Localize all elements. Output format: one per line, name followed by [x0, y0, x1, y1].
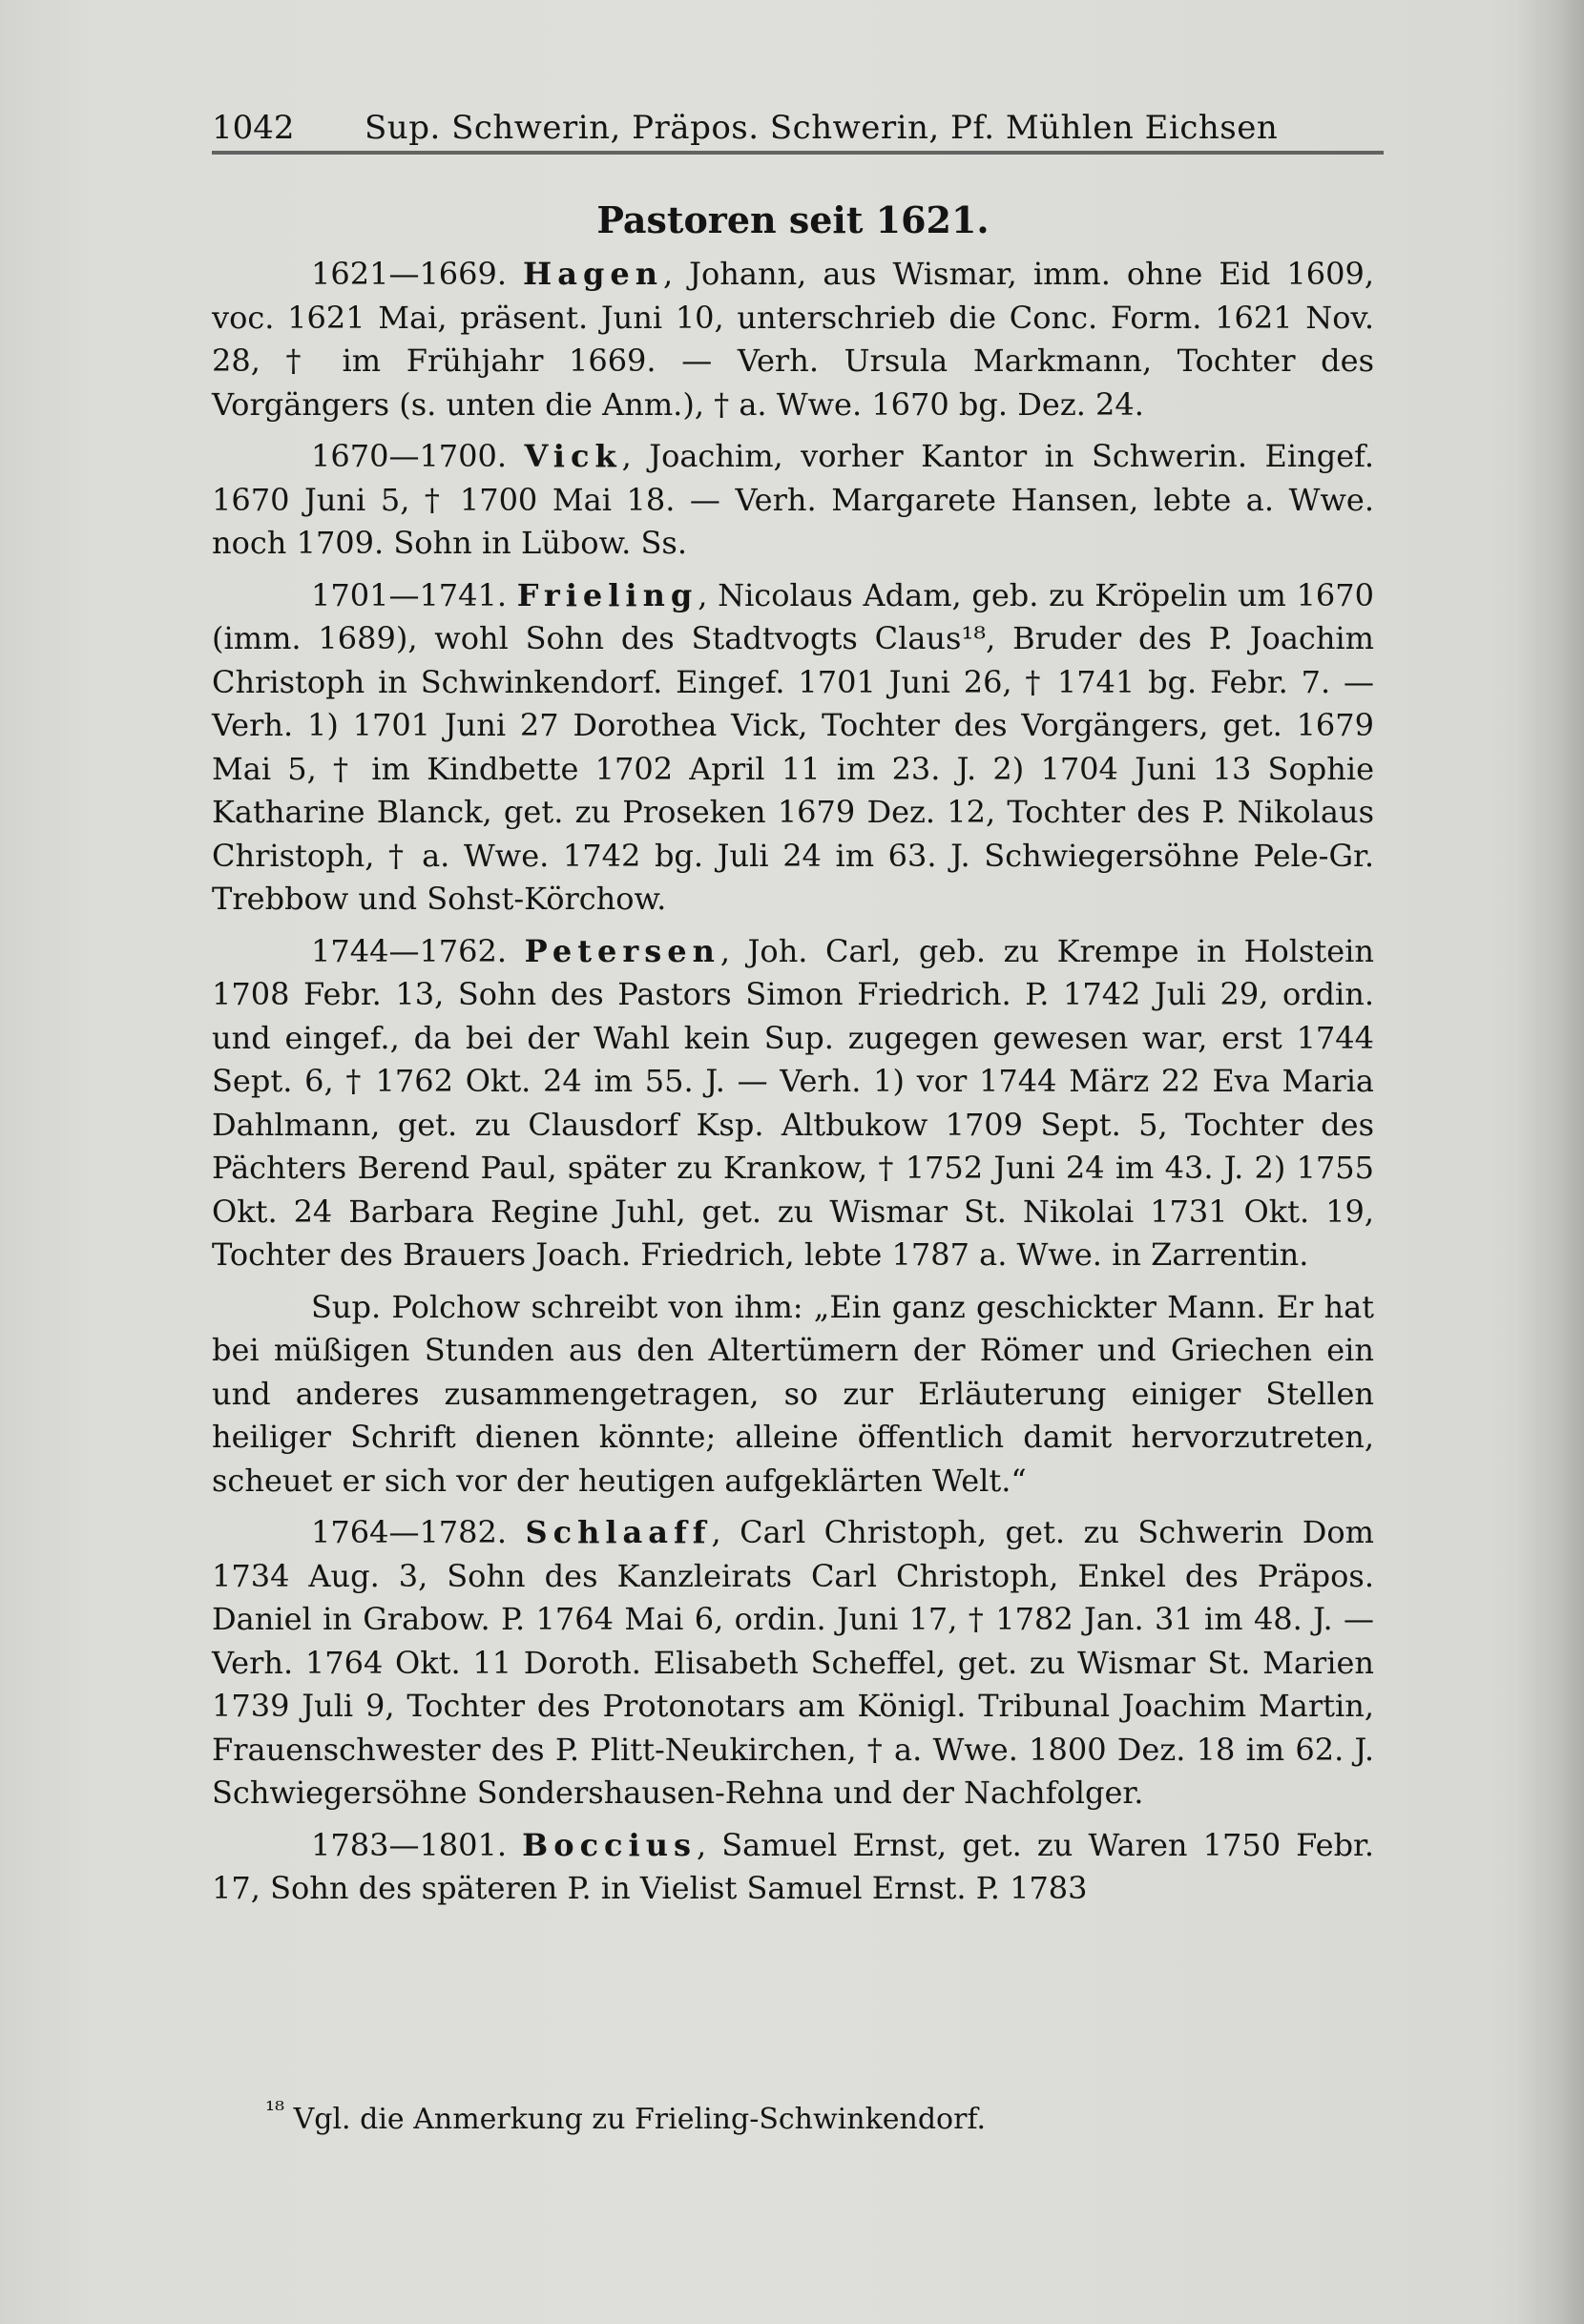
entry-frieling: [212, 574, 1374, 922]
footnote-marker: ¹⁸: [265, 2096, 285, 2124]
entry-name: Schlaaff: [525, 1514, 712, 1550]
entry-name: Boccius: [522, 1826, 697, 1863]
entry-hagen: [212, 253, 1374, 426]
binding-shadow: [1517, 0, 1584, 2324]
entry-years: 1744—1762.: [311, 932, 508, 969]
entry-years: 1701—1741.: [311, 576, 508, 613]
entry-name: Vick: [524, 438, 622, 474]
footnote-text: Vgl. die Anmerkung zu Frieling-Schwinkendorf.: [293, 2103, 987, 2136]
section-title: Pastoren seit 1621.: [596, 198, 990, 241]
entry-petersen: [212, 930, 1374, 1277]
entry-boccius: [212, 1824, 1374, 1911]
header-rule: [212, 151, 1384, 155]
entry-text: , Nicolaus Adam, geb. zu Kröpelin um 1670 (imm. 1689), wohl Sohn des Stadtvogts Claus¹⁸, Bruder des P. Joachim Christoph in Schwinkendorf. Eingef. 1701 Juni 26, † 1741 bg. Febr. 7. — Verh. 1) 1701 Juni 27 Dorothea Vick, Tochter des Vorgängers, get. 1679 Mai 5, † im Kindbette 1702 April 11 im 23. J. 2) 1704 Juni 13 Sophie Katharine Blanck, get. zu Proseken 1679 Dez. 12, Tochter des P. Nikolaus Christoph, † a. Wwe. 1742 bg. Juli 24 im 63. J. Schwiegersöhne Pele-Gr. Trebbow und Sohst-Körchow.: [212, 576, 1375, 917]
entry-text: , Samuel Ernst, get. zu Waren 1750 Febr. 17, Sohn des späteren P. in Vielist Samuel Ernst. P. 1783: [212, 1826, 1375, 1906]
entry-years: 1621—1669.: [311, 256, 508, 292]
entry-text: , Johann, aus Wismar, imm. ohne Eid 1609, voc. 1621 Mai, präsent. Juni 10, unterschrieb die Conc. Form. 1621 Nov. 28, † im Frühjahr 1669. — Verh. Ursula Markmann, Tochter des Vorgängers (s. unten die Anm.), † a. Wwe. 1670 bg. Dez. 24.: [212, 256, 1375, 423]
entry-vick: [212, 435, 1374, 566]
entry-name: Frieling: [516, 576, 698, 613]
entry-name: Hagen: [523, 256, 664, 292]
entry-text: , Joachim, vorher Kantor in Schwerin. Eingef. 1670 Juni 5, † 1700 Mai 18. — Verh. Margarete Hansen, lebte a. Wwe. noch 1709. Sohn in Lübow. Ss.: [212, 438, 1375, 561]
entry-text: , Joh. Carl, geb. zu Krempe in Holstein 1708 Febr. 13, Sohn des Pastors Simon Friedrich. P. 1742 Juli 29, ordin. und eingef., da bei der Wahl kein Sup. zugegen gewesen war, erst 1744 Sept. 6, † 1762 Okt. 24 im 55. J. — Verh. 1) vor 1744 März 22 Eva Maria Dahlmann, get. zu Clausdorf Ksp. Altbukow 1709 Sept. 5, Tochter des Pächters Berend Paul, später zu Krankow, † 1752 Juni 24 im 43. J. 2) 1755 Okt. 24 Barbara Regine Juhl, get. zu Wismar St. Nikolai 1731 Okt. 19, Tochter des Brauers Joach. Friedrich, lebte 1787 a. Wwe. in Zarrentin.: [212, 932, 1375, 1273]
running-head: Sup. Schwerin, Präpos. Schwerin, Pf. Mühlen Eichsen: [365, 109, 1279, 147]
quote-text: Sup. Polchow schreibt von ihm: „Ein ganz geschickter Mann. Er hat bei müßigen Stunden aus den Altertümern der Römer und Griechen ein und anderes zusammengetragen, so zur Erläuterung einiger Stellen heiliger Schrift dienen könnte; alleine öffentlich damit hervorzutreten, scheuet er sich vor der heutigen aufgeklärten Welt.“: [212, 1288, 1374, 1499]
page-number: 1042: [212, 109, 295, 147]
entry-name: Petersen: [524, 932, 720, 969]
entry-years: 1764—1782.: [311, 1514, 508, 1550]
entry-years: 1670—1700.: [311, 438, 508, 474]
entry-years: 1783—1801.: [311, 1826, 508, 1863]
footnote: [265, 2089, 1372, 2141]
entry-schlaaff: [212, 1511, 1374, 1816]
entry-text: , Carl Christoph, get. zu Schwerin Dom 1734 Aug. 3, Sohn des Kanzleirats Carl Christoph, Enkel des Präpos. Daniel in Grabow. P. 1764 Mai 6, ordin. Juni 17, † 1782 Jan. 31 im 48. J. — Verh. 1764 Okt. 11 Doroth. Elisabeth Scheffel, get. zu Wismar St. Marien 1739 Juli 9, Tochter des Protonotars am Königl. Tribunal Joachim Martin, Frauenschwester des P. Plitt-Neukirchen, † a. Wwe. 1800 Dez. 18 im 62. J. Schwiegersöhne Sondershausen-Rehna und der Nachfolger.: [212, 1514, 1375, 1811]
quote-polchow: [212, 1286, 1374, 1504]
body-text: [212, 253, 1374, 1919]
page-header: [212, 103, 1374, 153]
